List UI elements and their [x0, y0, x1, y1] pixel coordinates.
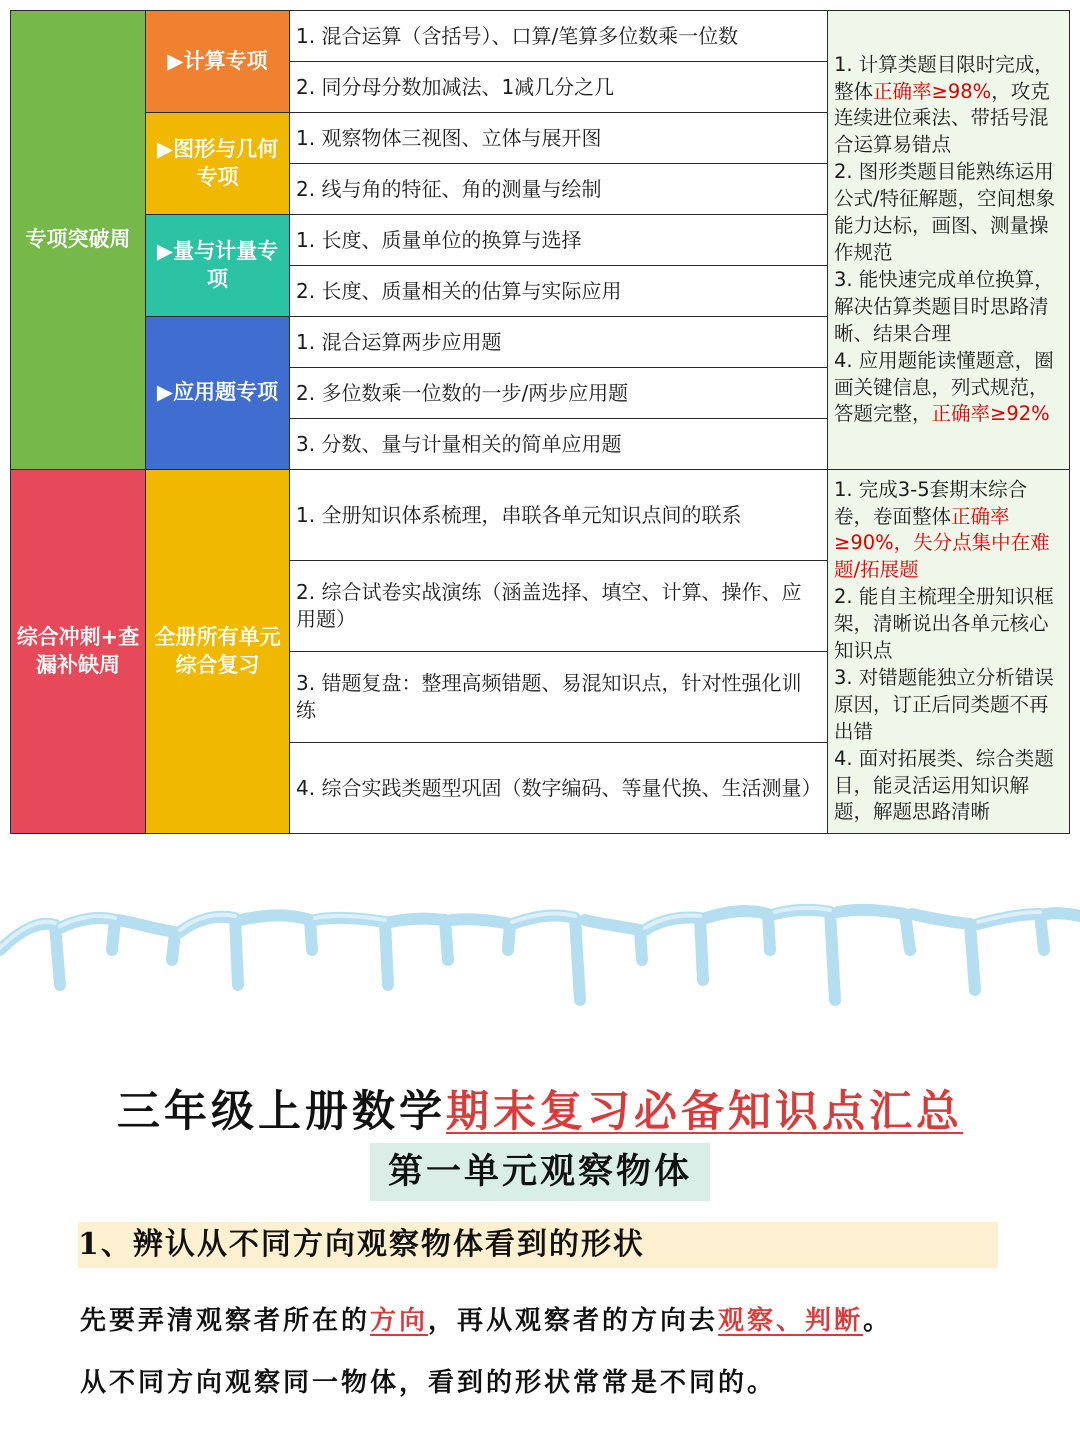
paragraph-1: 先要弄清观察者所在的方向，再从观察者的方向去观察、判断。	[80, 1306, 893, 1336]
goal-item: 1. 完成3-5套期末综合卷，卷面整体正确率≥90%，失分点集中在难题/拓展题	[834, 477, 1050, 582]
table-cell-item: 2. 综合试卷实战演练（涵盖选择、填空、计算、操作、应用题）	[290, 561, 828, 652]
goal-item: 1. 计算类题目限时完成，整体正确率≥98%，攻克连续进位乘法、带括号混合运算易错点	[834, 52, 1054, 157]
review-plan-table	[10, 10, 1070, 834]
paragraph-2: 从不同方向观察同一物体，看到的形状常常是不同的。	[80, 1368, 777, 1398]
table-cell-item: 4. 综合实践类题型巩固（数字编码、等量代换、生活测量）	[290, 743, 828, 834]
table-cell-item: 2. 线与角的特征、角的测量与绘制	[290, 164, 828, 215]
table-cell-item: 1. 混合运算两步应用题	[290, 317, 828, 368]
page-title: 三年级上册数学期末复习必备知识点汇总	[117, 1087, 963, 1137]
goals-week2	[828, 470, 1070, 834]
category-geometry: ▶图形与几何专项	[146, 113, 290, 215]
table-cell-item: 2. 同分母分数加减法、1减几分之几	[290, 62, 828, 113]
table-cell-item: 1. 长度、质量单位的换算与选择	[290, 215, 828, 266]
category-calculation: ▶计算专项	[146, 11, 290, 113]
goal-item: 4. 面对拓展类、综合类题目，能灵活运用知识解题，解题思路清晰	[834, 746, 1054, 824]
section-title: 1、辨认从不同方向观察物体看到的形状	[78, 1222, 998, 1268]
goal-item: 2. 能自主梳理全册知识框架，清晰说出各单元核心知识点	[834, 585, 1054, 663]
table-cell-item: 1. 混合运算（含括号）、口算/笔算多位数乘一位数	[290, 11, 828, 62]
goal-item: 2. 图形类题目能熟练运用公式/特征解题，空间想象能力达标，画图、测量操作规范	[834, 160, 1056, 264]
goal-item: 3. 能快速完成单位换算，解决估算类题目时思路清晰、结果合理	[834, 267, 1054, 345]
week-label-sprint: 综合冲刺+查漏补缺周	[11, 470, 146, 834]
table-cell-item: 2. 多位数乘一位数的一步/两步应用题	[290, 368, 828, 419]
goal-item: 3. 对错题能独立分析错误原因，订正后同类题不再出错	[834, 665, 1054, 743]
category-full-review: 全册所有单元综合复习	[146, 470, 290, 834]
table-cell-item: 3. 分数、量与计量相关的简单应用题	[290, 419, 828, 470]
goals-week1	[828, 11, 1070, 470]
table-cell-item: 3. 错题复盘：整理高频错题、易混知识点，针对性强化训练	[290, 652, 828, 743]
table-cell-item: 1. 全册知识体系梳理，串联各单元知识点间的联系	[290, 470, 828, 561]
table-cell-item: 1. 观察物体三视图、立体与展开图	[290, 113, 828, 164]
wave-divider	[0, 890, 1080, 1020]
category-measurement: ▶量与计量专项	[146, 215, 290, 317]
week-label-breakthrough: 专项突破周	[11, 11, 146, 470]
table-cell-item: 2. 长度、质量相关的估算与实际应用	[290, 266, 828, 317]
goal-item: 4. 应用题能读懂题意，圈画关键信息，列式规范，答题完整，正确率≥92%	[834, 348, 1054, 426]
unit-title: 第一单元观察物体	[370, 1143, 710, 1201]
category-word-problems: ▶应用题专项	[146, 317, 290, 470]
